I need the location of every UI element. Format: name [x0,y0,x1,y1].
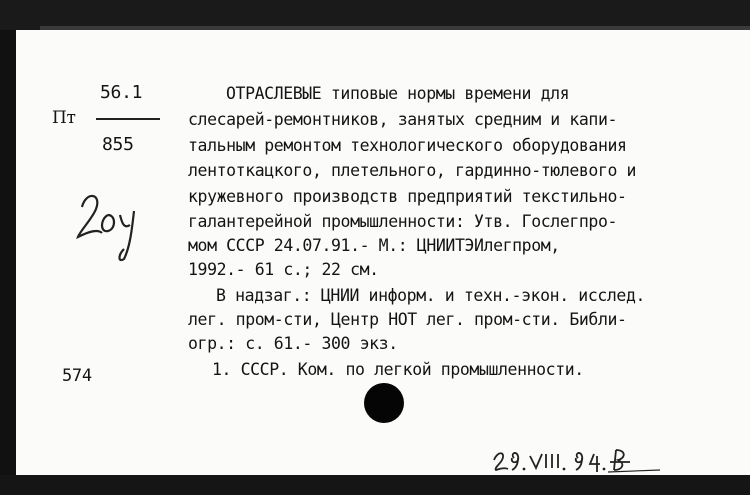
text-line-7: мом СССР 24.07.91.- М.: ЦНИИТЭИлегпром, [188,236,560,255]
shelf-mark-bottom: 855 [102,134,134,155]
text-line-11: огр.: с. 61.- 300 экз. [188,334,398,353]
text-line-10: лег. пром-сти, Центр НОТ лег. пром-сти. Библи- [188,310,627,329]
shelf-mark-letters: Пт [52,108,76,128]
text-line-2: слесарей-ремонтников, занятых средним и капи- [188,110,618,129]
text-line-3: тальным ремонтом технологического оборудования [188,136,627,155]
text-line-4: лентоткацкого, плетельного, гардинно-тюлевого и [188,161,637,180]
shelf-mark-top: 56.1 [100,82,143,103]
punch-hole [364,383,404,423]
handwritten-date [490,440,670,474]
text-line-8: 1992.- 61 с.; 22 см. [188,260,379,279]
scan-border-bottom [0,475,750,495]
text-line-1: ОТРАСЛЕВЫЕ типовые нормы времени для [226,84,570,103]
scan-border-left [0,30,16,475]
handwritten-note [72,185,152,265]
text-line-12: 1. СССР. Ком. по легкой промышленности. [212,360,584,379]
scan-border-top [0,0,750,30]
shelf-mark-divider [96,118,160,120]
inventory-number: 574 [62,366,92,386]
text-line-9: В надзаг.: ЦНИИ информ. и техн.-экон. исслед. [216,286,646,305]
text-line-6: галантерейной промышленности: Утв. Гослегпро- [188,212,618,231]
text-line-5: кружевного производств предприятий текстильно- [188,187,627,206]
